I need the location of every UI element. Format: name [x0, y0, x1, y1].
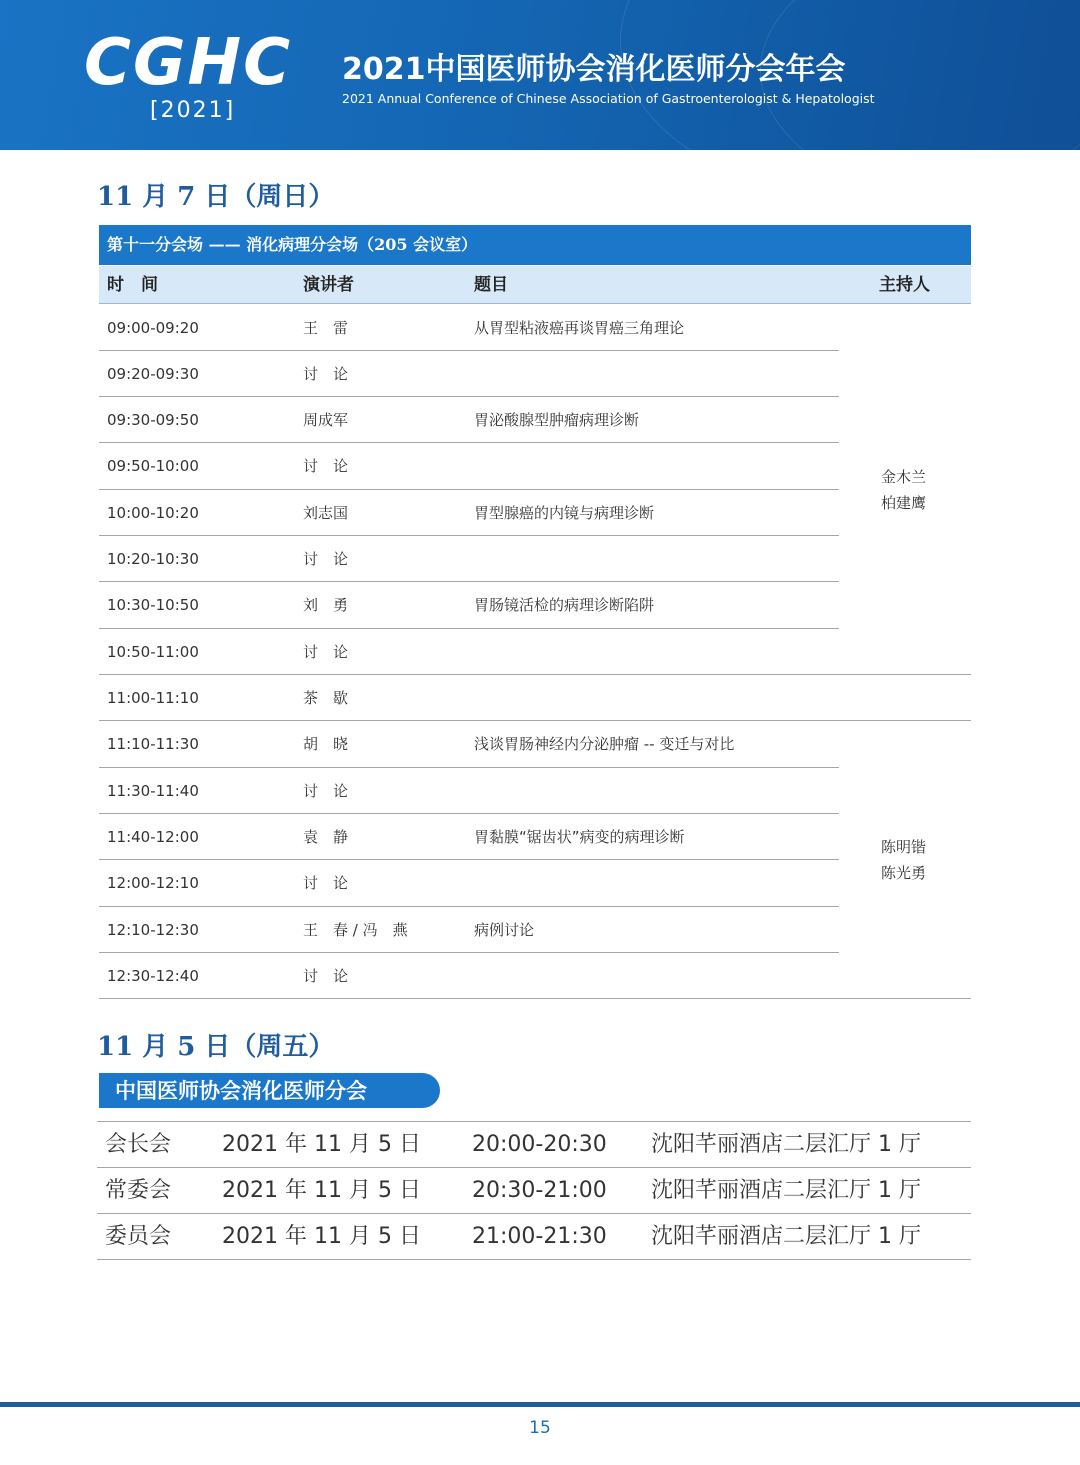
meeting-row — [97, 1122, 971, 1168]
date-heading-nov7: 11 月 7 日（周日） — [97, 182, 335, 212]
meeting-row — [97, 1214, 971, 1260]
col-speaker: 演讲者 — [303, 275, 354, 295]
moderator-name: 柏建鹰 — [881, 494, 927, 512]
date-heading-nov5: 11 月 5 日（周五） — [97, 1032, 335, 1062]
meeting-date: 2021 年 11 月 5 日 — [222, 1132, 421, 1157]
row-speaker: 讨 论 — [303, 782, 349, 800]
row-time: 11:00-11:10 — [107, 689, 199, 707]
row-speaker: 讨 论 — [303, 643, 349, 661]
meeting-date: 2021 年 11 月 5 日 — [222, 1224, 421, 1249]
moderator-group-2 — [881, 834, 926, 886]
row-topic: 胃黏膜“锯齿状”病变的病理诊断 — [474, 828, 685, 846]
row-speaker: 胡 晓 — [303, 735, 349, 753]
meeting-name: 常委会 — [105, 1178, 172, 1203]
row-topic: 胃泌酸腺型肿瘤病理诊断 — [474, 411, 640, 429]
row-speaker: 讨 论 — [303, 874, 349, 892]
logo: CGHC — [84, 26, 293, 100]
header-banner — [0, 0, 1080, 150]
meeting-venue: 沈阳芊丽酒店二层汇厅 1 厅 — [651, 1224, 921, 1249]
table-row — [99, 860, 839, 906]
row-topic: 病例讨论 — [474, 921, 535, 939]
table-row — [99, 953, 839, 999]
row-speaker: 讨 论 — [303, 967, 349, 985]
meeting-row — [97, 1168, 971, 1214]
table-row — [99, 675, 971, 721]
row-speaker: 刘志国 — [303, 504, 349, 522]
meeting-name: 委员会 — [105, 1224, 172, 1249]
row-speaker: 王 雷 — [303, 319, 349, 337]
row-divider — [97, 1259, 971, 1260]
table-row — [99, 814, 839, 860]
row-speaker: 茶 歇 — [303, 689, 349, 707]
table-row — [99, 397, 839, 443]
row-speaker: 周成军 — [303, 411, 349, 429]
row-time: 10:00-10:20 — [107, 504, 199, 522]
col-moderator: 主持人 — [879, 275, 930, 295]
table-row — [99, 351, 839, 397]
row-divider — [99, 998, 971, 999]
row-time: 12:30-12:40 — [107, 967, 199, 985]
row-topic: 从胃型粘液癌再谈胃癌三角理论 — [474, 319, 685, 337]
row-time: 10:30-10:50 — [107, 596, 199, 614]
row-time: 09:50-10:00 — [107, 457, 199, 475]
logo-year: [2021] — [150, 98, 236, 123]
row-speaker: 讨 论 — [303, 365, 349, 383]
meeting-name: 会长会 — [105, 1132, 172, 1157]
table-row — [99, 907, 839, 953]
page-number: 15 — [529, 1418, 551, 1438]
meeting-date: 2021 年 11 月 5 日 — [222, 1178, 421, 1203]
row-time: 12:10-12:30 — [107, 921, 199, 939]
moderator-group-1 — [881, 464, 926, 516]
row-topic: 浅谈胃肠神经内分泌肿瘤 -- 变迁与对比 — [474, 735, 735, 753]
organization-tab: 中国医师协会消化医师分会 — [99, 1073, 440, 1108]
table-row — [99, 768, 839, 814]
row-time: 09:30-09:50 — [107, 411, 199, 429]
conference-title-cn: 2021中国医师协会消化医师分会年会 — [342, 52, 846, 87]
meeting-time: 20:00-20:30 — [472, 1132, 607, 1157]
table-row — [99, 536, 839, 582]
row-time: 11:40-12:00 — [107, 828, 199, 846]
row-time: 12:00-12:10 — [107, 874, 199, 892]
moderator-name: 陈明锴 — [881, 838, 927, 856]
table-row — [99, 629, 839, 675]
row-time: 11:30-11:40 — [107, 782, 199, 800]
row-time: 10:50-11:00 — [107, 643, 199, 661]
row-speaker: 讨 论 — [303, 550, 349, 568]
row-speaker: 袁 静 — [303, 828, 349, 846]
meeting-venue: 沈阳芊丽酒店二层汇厅 1 厅 — [651, 1132, 921, 1157]
row-topic: 胃型腺癌的内镜与病理诊断 — [474, 504, 655, 522]
col-topic: 题目 — [474, 275, 508, 295]
session-title-bar: 第十一分会场 —— 消化病理分会场（205 会议室） — [99, 225, 971, 265]
row-speaker: 王 春 / 冯 燕 — [303, 921, 408, 939]
meeting-time: 20:30-21:00 — [472, 1178, 607, 1203]
row-time: 09:20-09:30 — [107, 365, 199, 383]
moderator-name: 金木兰 — [881, 468, 927, 486]
table-row — [99, 305, 839, 351]
row-time: 10:20-10:30 — [107, 550, 199, 568]
row-time: 09:00-09:20 — [107, 319, 199, 337]
row-time: 11:10-11:30 — [107, 735, 199, 753]
table-row — [99, 443, 839, 489]
meeting-venue: 沈阳芊丽酒店二层汇厅 1 厅 — [651, 1178, 921, 1203]
meeting-time: 21:00-21:30 — [472, 1224, 607, 1249]
conference-title-en: 2021 Annual Conference of Chinese Association of Gastroenterologist & Hepatologist — [342, 91, 875, 106]
table-column-header — [99, 266, 971, 304]
table-row — [99, 582, 839, 628]
row-speaker: 讨 论 — [303, 457, 349, 475]
col-time: 时 间 — [107, 275, 158, 295]
table-row — [99, 721, 839, 767]
moderator-name: 陈光勇 — [881, 864, 927, 882]
row-speaker: 刘 勇 — [303, 596, 349, 614]
table-row — [99, 490, 839, 536]
footer-rule — [0, 1402, 1080, 1407]
row-topic: 胃肠镜活检的病理诊断陷阱 — [474, 596, 655, 614]
